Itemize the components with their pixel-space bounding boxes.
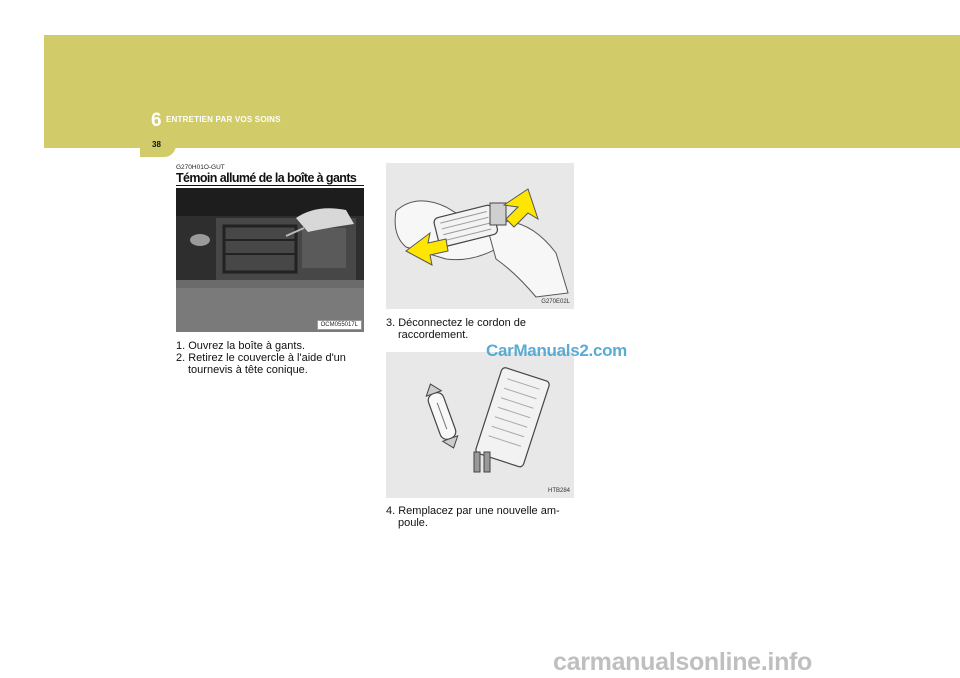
glovebox-illustration — [176, 188, 364, 332]
figure-code-1: OCM055017L — [317, 320, 362, 330]
hands-lamp-illustration — [386, 163, 574, 309]
figure-code-3: HTB284 — [547, 488, 570, 494]
instruction-step-2-line1: 2. Retirez le couvercle à l'aide d'un — [176, 352, 346, 364]
chapter-number: 6 — [151, 110, 162, 131]
disconnect-cord-figure — [386, 163, 574, 309]
instruction-step-2-line2: tournevis à tête conique. — [188, 364, 308, 376]
section-code: G270H01O-GUT — [176, 164, 225, 171]
figure-code-2: G270E02L — [541, 299, 570, 305]
instruction-step-1: 1. Ouvrez la boîte à gants. — [176, 340, 306, 352]
watermark-carmanualsonline: carmanualsonline.info — [553, 648, 813, 676]
bulb-lamp-illustration — [386, 352, 574, 498]
replace-bulb-figure — [386, 352, 574, 498]
instruction-step-3-line2: raccordement. — [398, 329, 469, 341]
instruction-step-4-line1: 4. Remplacez par une nouvelle am- — [386, 505, 560, 517]
instruction-step-3-line1: 3. Déconnectez le cordon de — [386, 317, 527, 329]
header-band — [44, 35, 960, 148]
watermark-carmanuals2: CarManuals2.com — [486, 341, 627, 360]
glovebox-photo — [176, 188, 364, 332]
section-title: Témoin allumé de la boîte à gants — [176, 171, 357, 185]
instruction-step-4-line2: poule. — [398, 517, 428, 529]
page-number: 38 — [152, 140, 161, 149]
chapter-title: ENTRETIEN PAR VOS SOINS — [166, 115, 281, 124]
title-underline — [176, 185, 364, 186]
